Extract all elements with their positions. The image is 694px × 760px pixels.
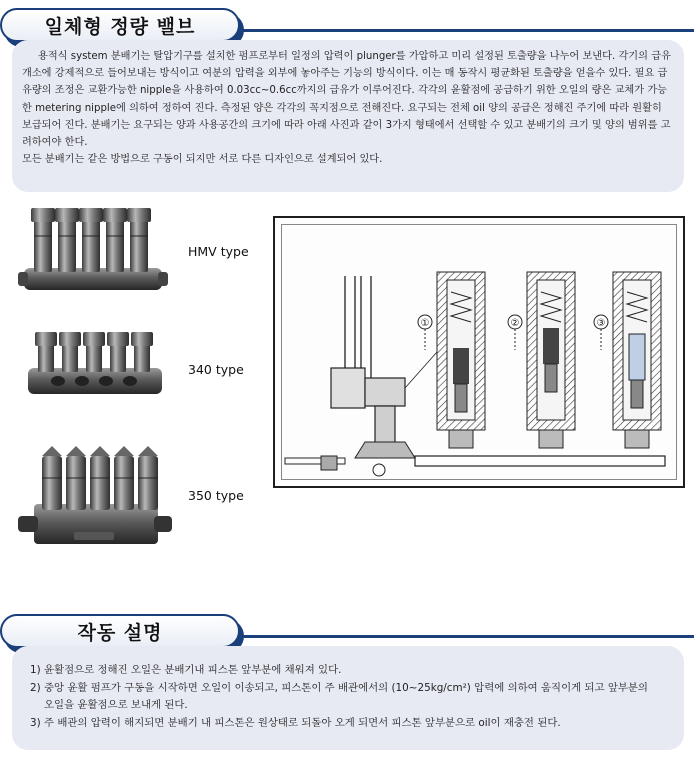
350-type-distributor-image (14, 444, 176, 554)
diagram-marker-1: ① (420, 318, 430, 329)
cross-section-diagram (273, 216, 685, 488)
diagram-drawing (275, 218, 683, 486)
intro-paragraph: 모든 분배기는 같은 방법으로 구동이 되지만 서로 다른 디자인으로 설계되어 있다. (22, 154, 383, 166)
intro-paragraph: 용적식 system 분배기는 탈압기구를 설치한 펌프로부터 일정의 압력이 plunger를 가압하고 미리 설정된 토출량을 나누어 보낸다. 각기의 급유 개소에 강제적으로 들어보내는 방식이고 여분의 압력을 외부에 놓아주는 기능의 방식이다. 이는 매 동작시 평균화된 토출량을 얻을수 있다. 필요 급유량의 조정은 교환가능한 nipple을 사용하여 0.03cc~0.6cc까지의 급유가 이루어진다. 각각의 윤활점에 공급하기 위한 오일의 량은 교체가 가능한 metering nipple에 의하여 정하여 진다. 측정된 양은 각각의 꼭지점으로 전해진다. 요구되는 전체 oil 양의 공급은 정해진 주기에 따라 원활히 보급되어 진다. 분배기는 요구되는 양과 사용공간의 크기에 따라 아래 사진과 같이 3가지 형태에서 선택할 수 있고 분배기의 크기 및 양의 범위를 고려하여야 한다. (22, 51, 671, 149)
operation-list (30, 662, 680, 732)
section-title: 일체형 정량 밸브 (0, 8, 240, 42)
product-label-340: 340 type (188, 362, 244, 377)
list-item: 1) 윤활점으로 정해진 오일은 분배기내 피스톤 앞부분에 채워져 있다. (30, 664, 342, 676)
intro-text (22, 48, 672, 168)
unit-3 (613, 272, 661, 448)
list-item: 2) 중앙 윤활 펌프가 구동을 시작하면 오일이 이송되고, 피스톤이 주 배관에서의 (10~25kg/cm²) 압력에 의하여 움직이게 되고 앞부분의 (30, 681, 648, 694)
product-label-350: 350 type (188, 488, 244, 503)
title-rule (230, 29, 694, 32)
340-type-distributor-image (24, 330, 166, 400)
hmv-type-distributor-image (18, 206, 168, 298)
list-item-continuation: 오일을 윤활점으로 보내게 된다. (44, 699, 188, 712)
title-rule (230, 635, 694, 638)
diagram-marker-2: ② (510, 318, 520, 329)
unit-1 (437, 272, 485, 448)
diagram-marker-3: ③ (596, 318, 606, 329)
list-item: 3) 주 배관의 압력이 해지되면 분배기 내 피스톤은 원상태로 되돌아 오게 되면서 피스톤 앞부분으로 oil이 재충전 된다. (30, 716, 561, 729)
unit-2 (527, 272, 575, 448)
section-title: 작동 설명 (0, 614, 240, 648)
product-label-hmv: HMV type (188, 244, 249, 259)
